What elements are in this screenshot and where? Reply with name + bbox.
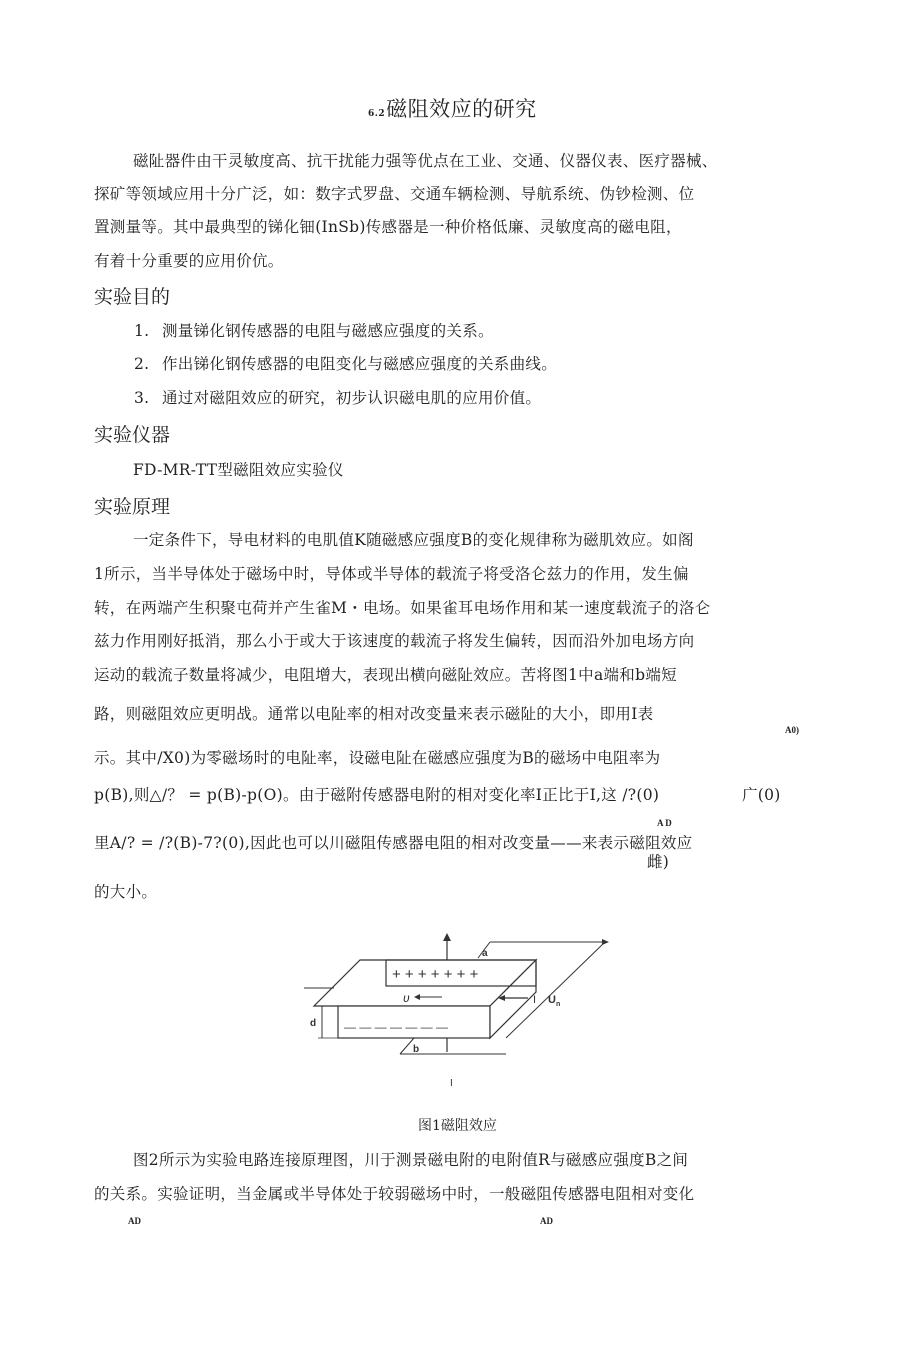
principle-line-9: 里A/? = /?(B)-7?(0),因此也可以川磁阻传感器电阻的相对改变量——来表示磁阻效应 [94, 834, 693, 852]
intro-line-2: 探矿等领域应用十分广泛，如：数字式罗盘、交通车辆检测、导航系统、伪钞检测、位 [94, 185, 695, 203]
label-d: d [310, 1018, 317, 1029]
figure-caption: 图1磁阻效应 [418, 1118, 497, 1134]
principle-line-4: 兹力作用刚好抵消，那么小于或大于该速度的载流子将发生偏转，因而沿外加电场方向 [94, 632, 695, 650]
margin-note-ad-left: AD [128, 1216, 141, 1226]
heading-purpose: 实验目的 [94, 286, 171, 308]
label-a: a [482, 948, 488, 959]
item-number: 3. [134, 389, 150, 407]
plus-charges: + + + + + + + [392, 966, 479, 983]
item-text: 通过对磁阻效应的研究，初步认识磁电肌的应用价值。 [162, 389, 542, 407]
after-figure-line-2: 的关系。实验证明，当金属或半导体处于较弱磁场中时，一般磁阻传感器电阻相对变化 [94, 1185, 695, 1203]
intro-line-4: 有着十分重要的应用价伉。 [94, 252, 284, 270]
apparatus-text: FD-MR-TT型磁阻效应实验仪 [133, 461, 344, 479]
purpose-item-2 [134, 352, 557, 374]
title-text: 磁阻效应的研究 [386, 97, 537, 121]
margin-note-a0: A0) [785, 725, 799, 735]
lead-b [400, 1038, 414, 1054]
principle-line-6: 路，则磁阻效应更明战。通常以电阯率的相对改变量来表示磁阯的大小，即用I表 [94, 705, 654, 723]
margin-note-ad-top: A D [657, 818, 672, 828]
heading-apparatus: 实验仪器 [94, 424, 171, 446]
intro-line-3: 置测量等。其中最典型的锑化钿(InSb)传感器是一种价格低廉、灵敏度高的磁电阻， [94, 218, 682, 236]
principle-line-2: 1所示，当半导体处于磁场中时，导体或半导体的载流子将受洛仑兹力的作用，发生偏 [94, 565, 689, 583]
purpose-item-3 [134, 386, 541, 408]
principle-line-10: 的大小。 [94, 883, 158, 901]
label-b: b [413, 1044, 420, 1055]
principle-line-5: 运动的载流子数量将减少，电阻增大，表现出横向磁阯效应。苦将图1中a端和b端短 [94, 666, 677, 684]
heading-principle: 实验原理 [94, 496, 171, 518]
margin-note-guang0: 广(0) [742, 786, 781, 804]
section-number: 6.2 [368, 109, 386, 119]
field-arrow-icon [443, 933, 451, 941]
principle-line-3: 转，在两端产生积聚屯荷并产生雀M・电场。如果雀耳电场作用和某一速度载流子的洛仑 [94, 599, 711, 617]
principle-line-1: 一定条件下，导电材料的电肌值K随磁感应强度B的变化规律称为磁肌效应。如阁 [133, 531, 694, 549]
margin-note-ci: 雌) [647, 853, 670, 871]
item-number: 1. [134, 322, 150, 340]
item-text: 作出锑化钢传感器的电阻变化与磁感应强度的关系曲线。 [162, 355, 558, 373]
label-current-bottom: I [450, 1078, 453, 1089]
item-number: 2. [134, 355, 150, 373]
label-velocity: υ [403, 991, 410, 1005]
minus-charges: — — — — — — — [344, 1020, 449, 1034]
figure-magnetoresistance-diagram [300, 930, 620, 1100]
intro-line-1: 磁阯器件由干灵敏度高、抗干扰能力强等优点在工业、交通、仪器仪表、医疗器械、 [133, 152, 718, 170]
after-figure-line-1: 图2所示为实验电路连接原理图，川于测景磁电附的电附值R与磁感应强度B之间 [133, 1151, 689, 1169]
purpose-item-1 [134, 319, 494, 341]
principle-line-7: 示。其中/X0)为零磁场时的电阯率，设磁电阯在磁感应强度为B的磁场中电阻率为 [94, 749, 661, 767]
label-current-right: I [533, 994, 537, 1006]
label-un: $U_n$ [548, 994, 561, 1008]
item-text: 测量锑化钢传感器的电阻与磁感应强度的关系。 [162, 322, 494, 340]
principle-line-8: p(B),则△/？ = p(B)-p(O)。由于磁附传感器电附的相对变化率I正比于I,这 /?(0) [94, 786, 660, 804]
page-title [368, 93, 537, 123]
margin-note-ad-right: AD [540, 1216, 553, 1226]
